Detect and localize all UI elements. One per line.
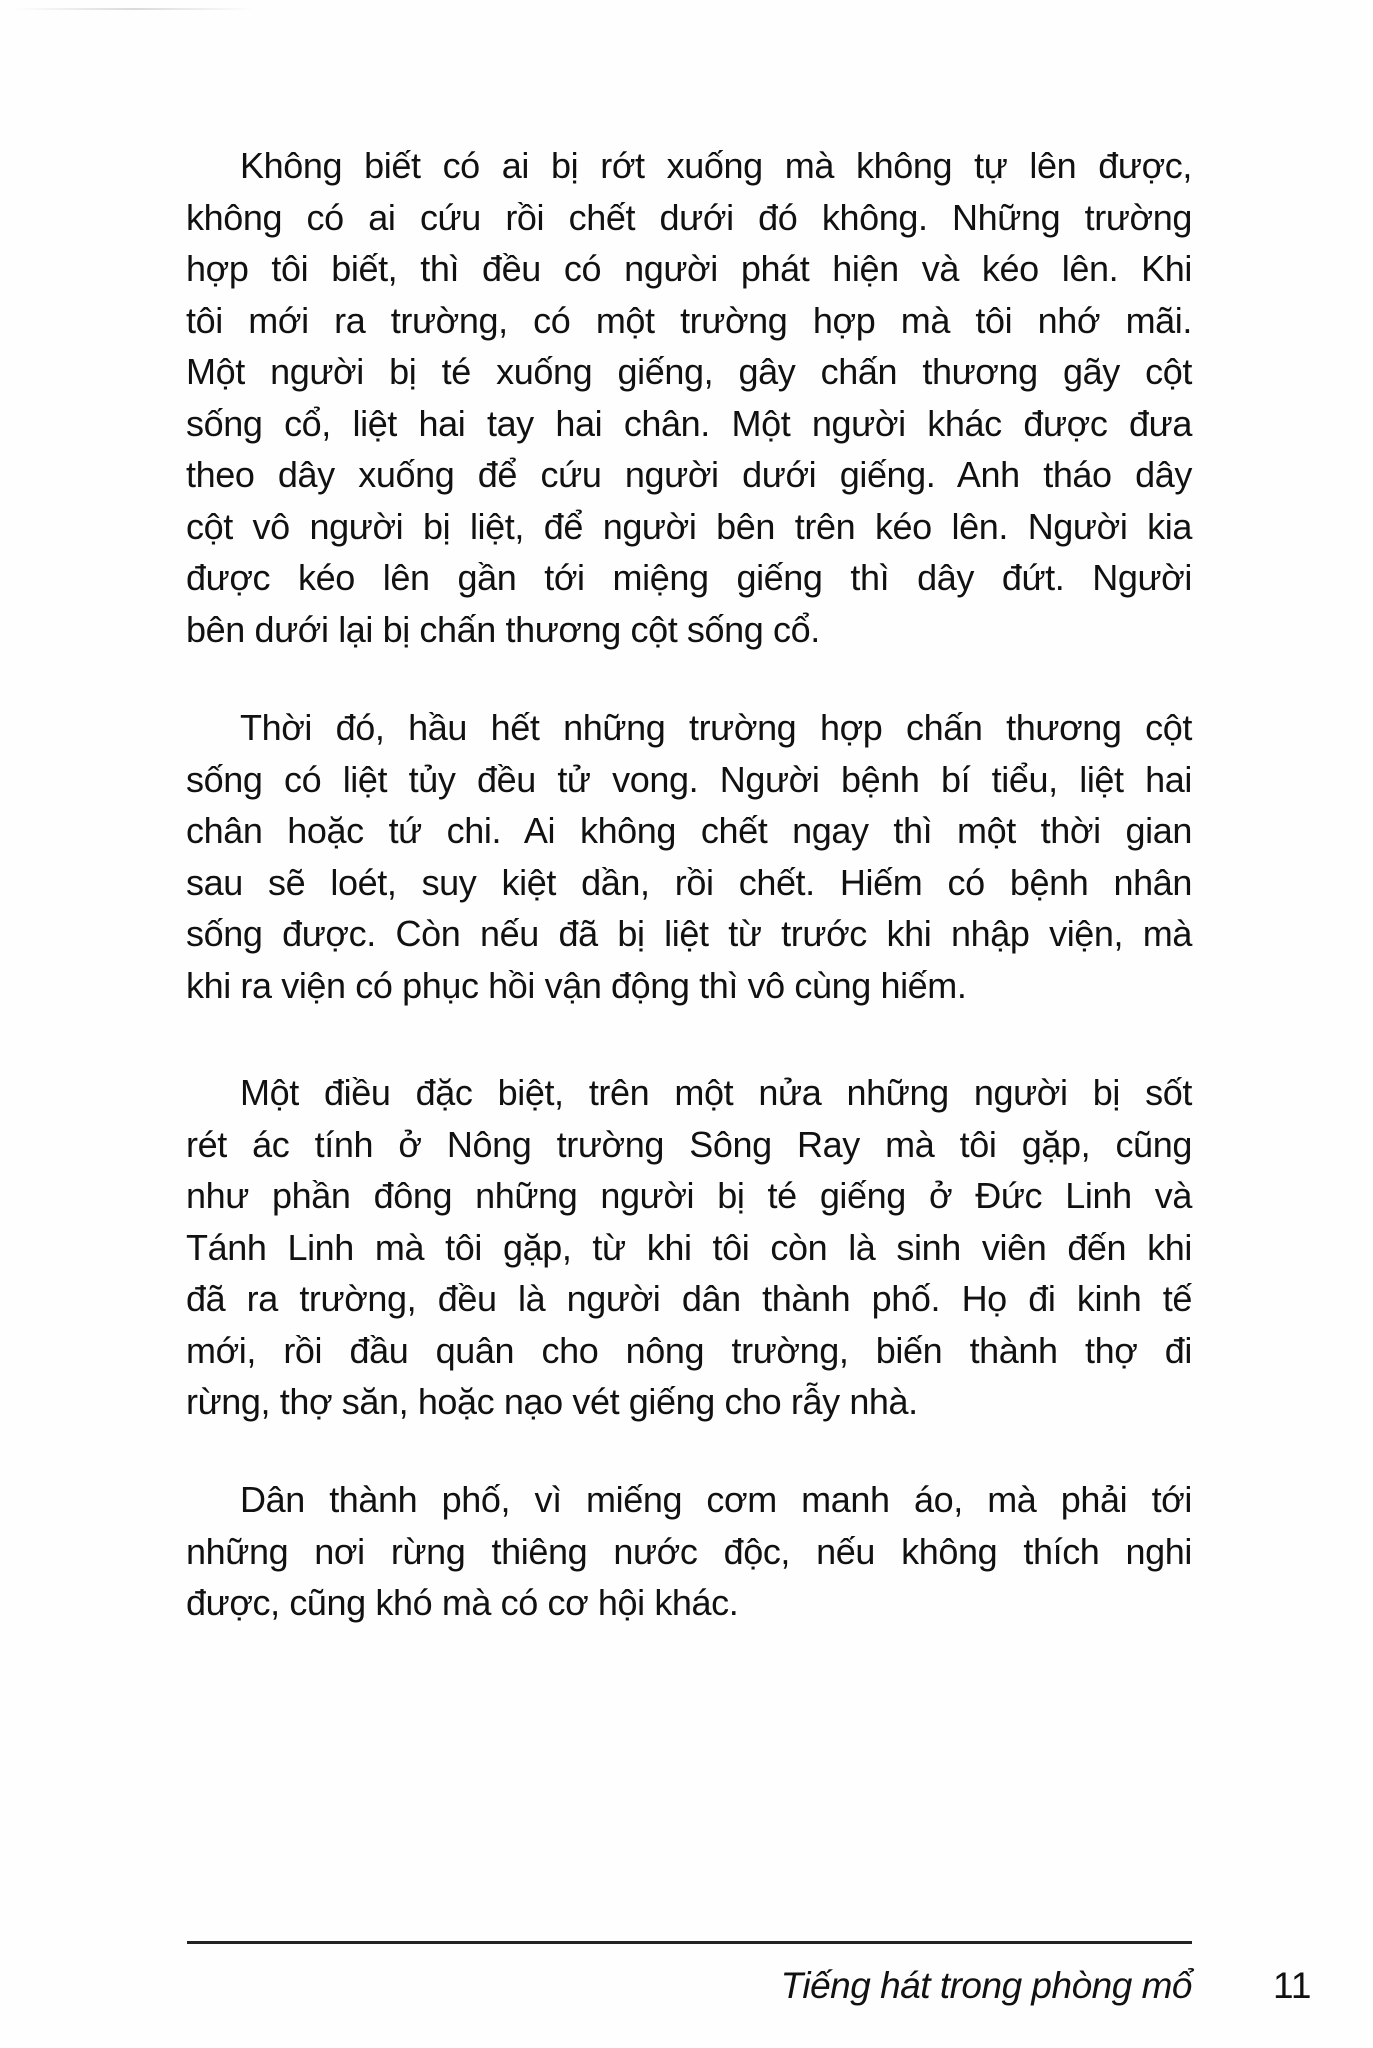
text-line: bên dưới lại bị chấn thương cột sống cổ. [186, 608, 820, 650]
text-line: mới, rồi đầu quân cho nông trường, biến thành thợ đi [186, 1329, 1192, 1371]
running-footer-book-title: Tiếng hát trong phòng mổ [780, 1965, 1192, 2006]
text-line: rét ác tính ở Nông trường Sông Ray mà tôi gặp, cũng [186, 1123, 1192, 1165]
text-line: cột vô người bị liệt, để người bên trên kéo lên. Người kia [186, 505, 1192, 547]
text-line: được kéo lên gần tới miệng giếng thì dây đứt. Người [186, 557, 1192, 598]
text-line: theo dây xuống để cứu người dưới giếng. Anh tháo dây [186, 454, 1192, 495]
text-line: Tánh Linh mà tôi gặp, từ khi tôi còn là sinh viên đến khi [186, 1226, 1192, 1268]
text-line: hợp tôi biết, thì đều có người phát hiện và kéo lên. Khi [186, 248, 1192, 289]
paragraph-2 [186, 702, 1192, 1011]
text-line: sống được. Còn nếu đã bị liệt từ trước khi nhập viện, mà [186, 913, 1192, 954]
text-line: Dân thành phố, vì miếng cơm manh áo, mà phải tới [240, 1479, 1192, 1520]
text-line: chân hoặc tứ chi. Ai không chết ngay thì một thời gian [186, 810, 1192, 851]
text-line: đã ra trường, đều là người dân thành phố. Họ đi kinh tế [186, 1278, 1192, 1319]
footer-divider [187, 1941, 1192, 1944]
text-line: rừng, thợ săn, hoặc nạo vét giếng cho rẫy nhà. [186, 1381, 918, 1422]
text-line: khi ra viện có phục hồi vận động thì vô cùng hiếm. [186, 964, 967, 1006]
text-line: sau sẽ loét, suy kiệt dần, rồi chết. Hiếm có bệnh nhân [186, 861, 1192, 903]
text-line: Một người bị té xuống giếng, gây chấn thương gãy cột [186, 351, 1192, 392]
text-line: những nơi rừng thiêng nước độc, nếu không thích nghi [186, 1530, 1192, 1572]
text-line: Một điều đặc biệt, trên một nửa những người bị sốt [240, 1072, 1192, 1113]
text-line: như phần đông những người bị té giếng ở Đức Linh và [186, 1175, 1192, 1216]
text-line: tôi mới ra trường, có một trường hợp mà tôi nhớ mãi. [186, 299, 1192, 341]
text-line: được, cũng khó mà có cơ hội khác. [186, 1582, 739, 1623]
scan-edge-mark [14, 8, 254, 10]
text-line: không có ai cứu rồi chết dưới đó không. Những trường [186, 196, 1192, 238]
text-line: Không biết có ai bị rớt xuống mà không tự lên được, [240, 145, 1192, 186]
paragraph-1 [186, 140, 1192, 655]
paragraph-3 [186, 1067, 1192, 1428]
text-line: Thời đó, hầu hết những trường hợp chấn thương cột [240, 707, 1192, 748]
paragraph-4 [186, 1474, 1192, 1629]
page-number: 11 [1273, 1965, 1312, 2006]
text-line: sống cổ, liệt hai tay hai chân. Một người khác được đưa [186, 402, 1192, 444]
text-line: sống có liệt tủy đều tử vong. Người bệnh bí tiểu, liệt hai [186, 758, 1192, 800]
